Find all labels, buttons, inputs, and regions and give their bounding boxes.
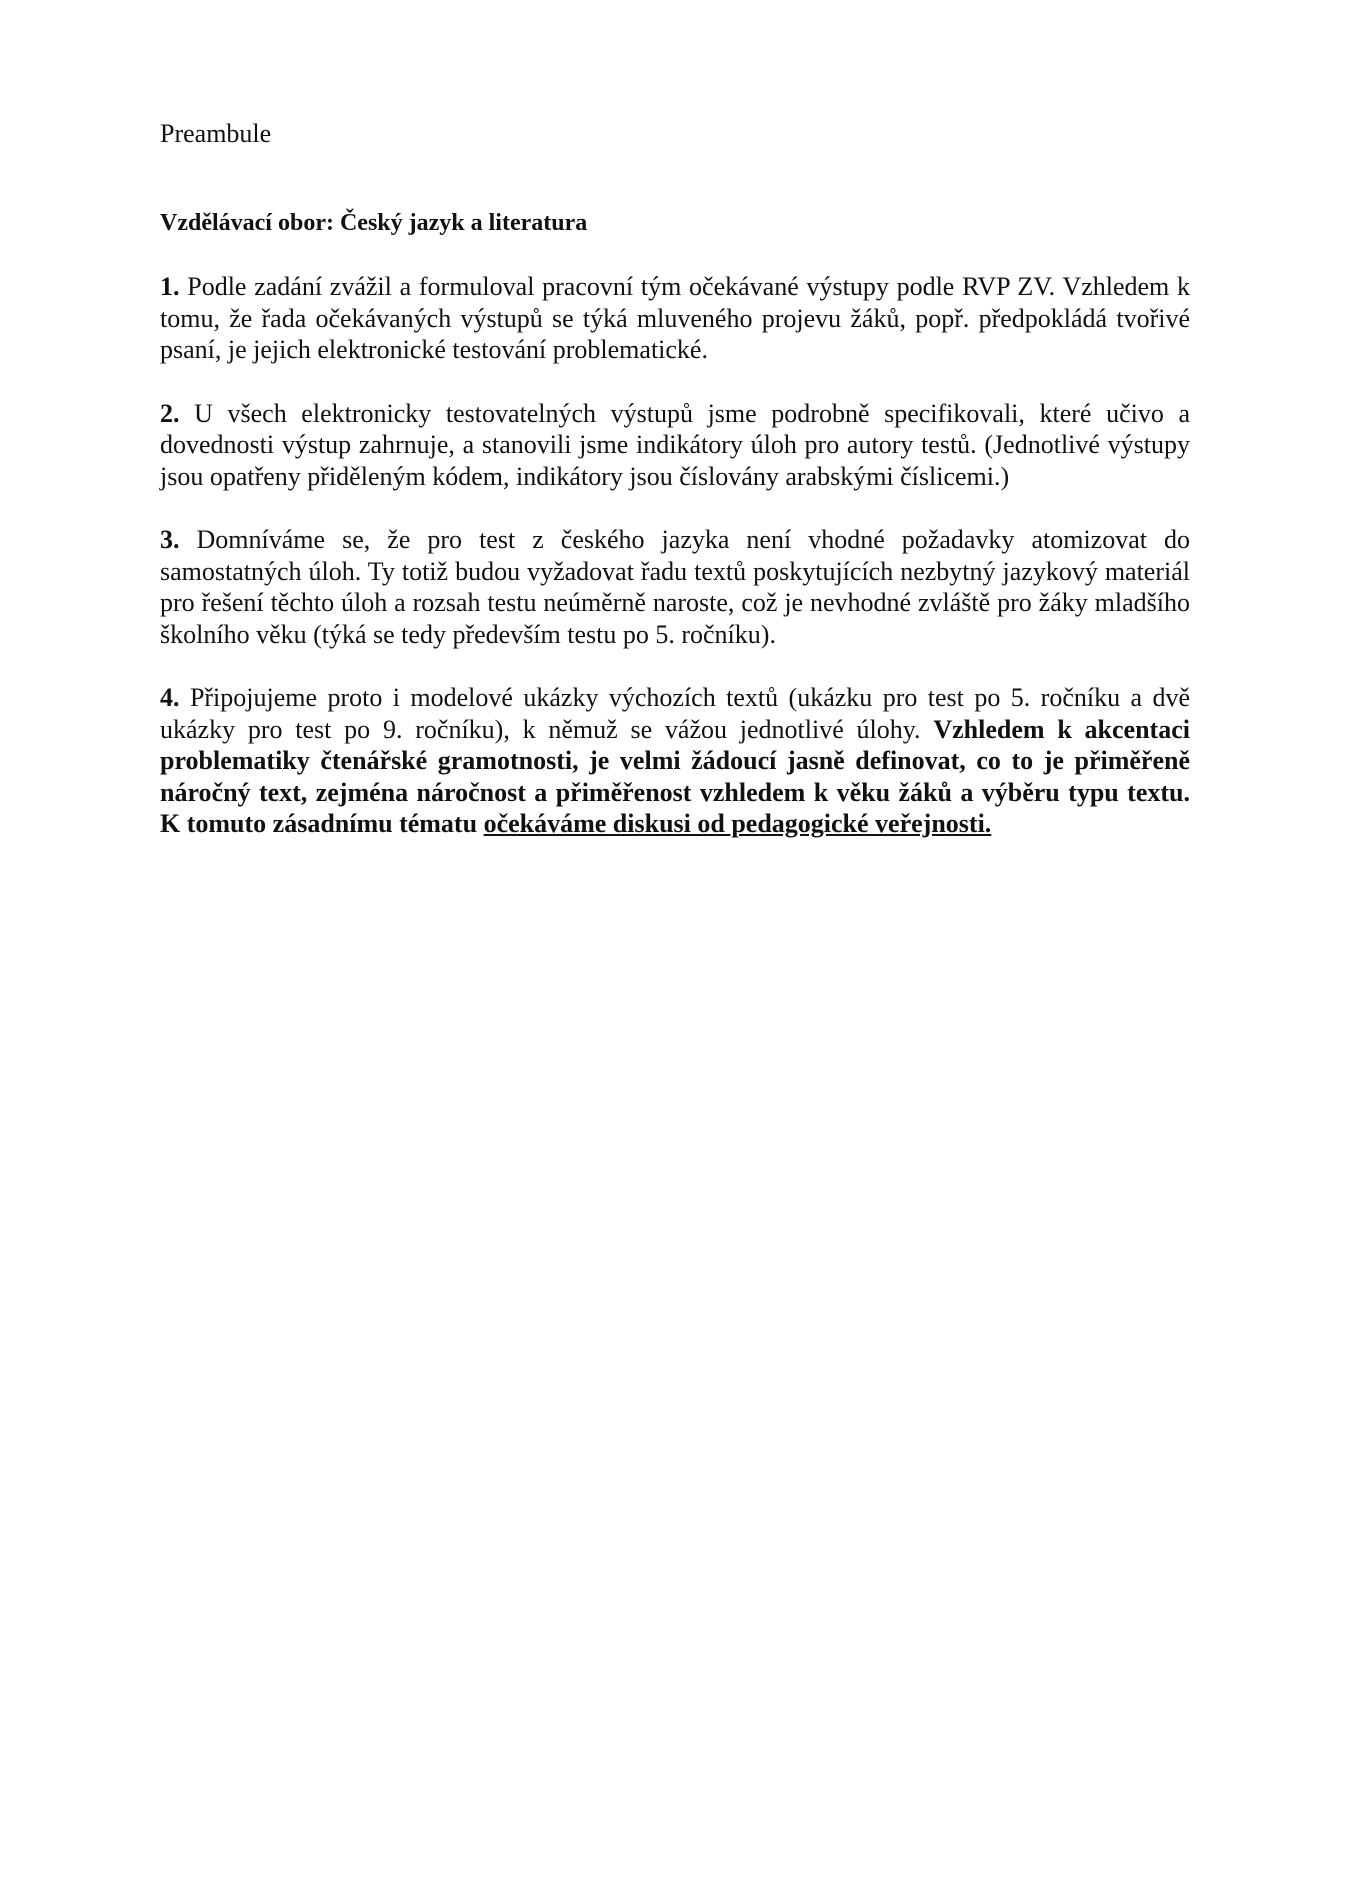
paragraph-2 [160,398,1190,493]
paragraph-3 [160,524,1190,650]
paragraph-1-text: Podle zadání zvážil a formuloval pracovní tým očekávané výstupy podle RVP ZV. Vzhledem k tomu, že řada očekávaných výstupů se týká mluveného projevu žáků, popř. předpokládá tvořivé psaní, je jejich elektronické testování problematické. [160,272,1190,364]
paragraph-1 [160,271,1190,366]
paragraph-4-bold-text: Vzhledem k akcentaci problematiky čtenářské gramotnosti, je velmi žádoucí jasně definovat, co to je přiměřeně náročný text, zejména náročnost a přiměřenost vzhledem k věku žáků a výběru typu textu. K tomuto zásadnímu tématu [160,714,1190,838]
paragraph-4-bold-underlined-text: očekáváme diskusi od pedagogické veřejnosti. [483,809,992,838]
preamble-label: Preambule [160,119,272,148]
paragraph-2-number: 2. [160,398,180,428]
paragraph-3-number: 3. [160,525,180,554]
paragraph-4-number: 4. [160,683,180,712]
paragraph-4-text: Připojujeme proto i modelové ukázky výchozích textů (ukázku pro test po 5. ročníku a dvě ukázky pro test po 9. ročníku), k němuž se vážou jednotlivé úlohy. [160,683,1191,744]
paragraph-3-text: Domníváme se, že pro test z českého jazyka není vhodné požadavky atomizovat do samostatných úloh. Ty totiž budou vyžadovat řadu textů poskytujících nezbytný jazykový materiál pro řešení těchto úloh a rozsah testu neúměrně naroste, což je nevhodné zvláště pro žáky mladšího školního věku (týká se tedy především testu po 5. ročníku). [160,525,1190,649]
subject-heading: Vzdělávací obor: Český jazyk a literatura [160,209,588,236]
paragraph-4 [160,682,1190,840]
paragraph-2-text: U všech elektronicky testovatelných výstupů jsme podrobně specifikovali, které učivo a dovednosti výstup zahrnuje, a stanovili jsme indikátory úloh pro autory testů. (Jednotlivé výstupy jsou opatřeny přiděleným kódem, indikátory jsou číslovány arabskými číslicemi.) [160,398,1190,491]
document-page [160,118,1190,872]
paragraph-1-number: 1. [160,272,180,301]
